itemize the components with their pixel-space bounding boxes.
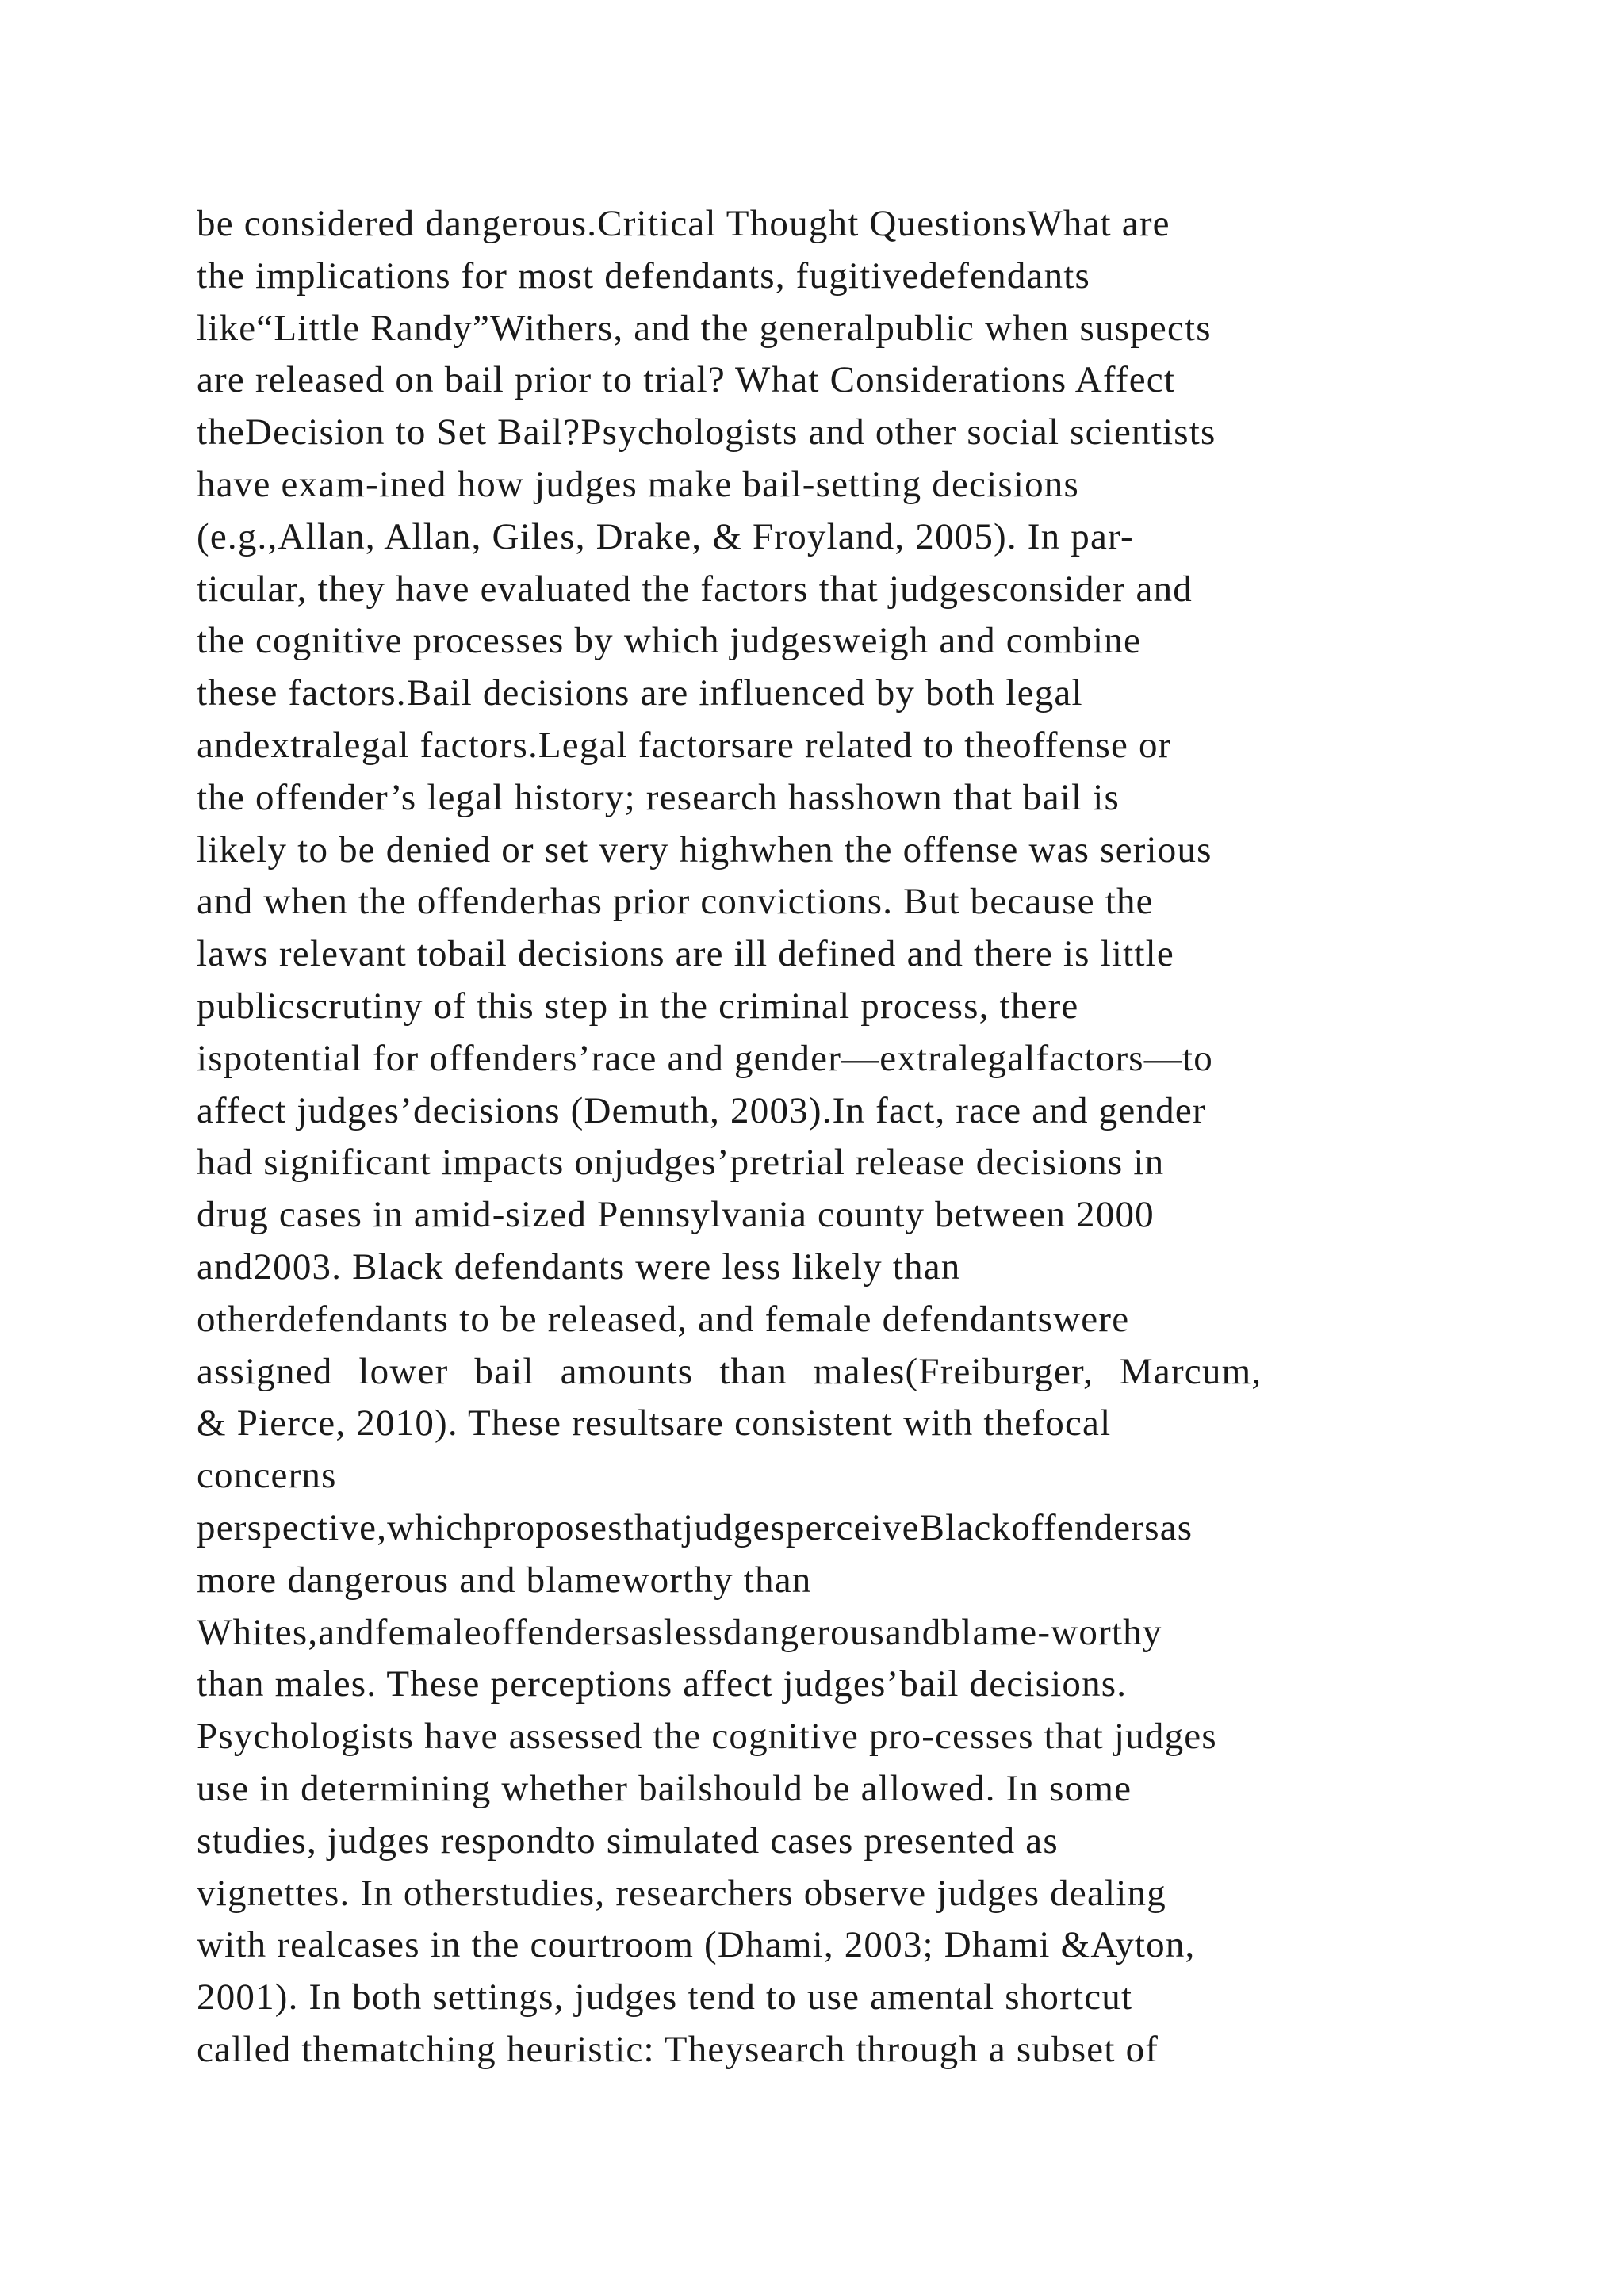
text-line: these factors.Bail decisions are influenced by both legal (197, 672, 1083, 714)
text-line: perspective,whichproposesthatjudgesperceiveBlackoffendersas (197, 1506, 1193, 1548)
text-line: the cognitive processes by which judgesweigh and combine (197, 620, 1142, 662)
text-line: Whites,andfemaleoffendersaslessdangerousandblame-worthy (197, 1611, 1162, 1653)
text-line: the offender’s legal history; research hasshown that bail is (197, 776, 1120, 818)
text-line: & Pierce, 2010). These resultsare consistent with thefocal (197, 1402, 1112, 1445)
text-line: 2001). In both settings, judges tend to use amental shortcut (197, 1976, 1133, 2019)
body-text (197, 198, 1481, 2076)
text-line: publicscrutiny of this step in the criminal process, there (197, 985, 1079, 1027)
text-line: with realcases in the courtroom (Dhami, 2003; Dhami &Ayton, (197, 1924, 1196, 1966)
text-line: likely to be denied or set very highwhen the offense was serious (197, 828, 1212, 871)
text-line: had significant impacts onjudges’pretrial release decisions in (197, 1142, 1165, 1184)
text-line: andextralegal factors.Legal factorsare related to theoffense or (197, 724, 1172, 766)
text-line: use in determining whether bailshould be allowed. In some (197, 1767, 1132, 1809)
text-line: be considered dangerous.Critical Thought QuestionsWhat are (197, 203, 1170, 244)
text-line: studies, judges respondto simulated cases presented as (197, 1820, 1059, 1862)
text-line: ispotential for offenders’race and gender—extralegalfactors—to (197, 1037, 1213, 1079)
text-line: Psychologists have assessed the cognitive pro-cesses that judges (197, 1716, 1217, 1758)
text-line: than males. These perceptions affect judges’bail decisions. (197, 1663, 1128, 1705)
text-line: drug cases in amid-sized Pennsylvania county between 2000 (197, 1194, 1155, 1236)
text-line: have exam-ined how judges make bail-setting decisions (197, 463, 1079, 505)
text-line: assigned lower bail amounts than males(Freiburger, Marcum, (197, 1350, 1262, 1392)
text-line: are released on bail prior to trial? What Considerations Affect (197, 359, 1176, 401)
text-line: the implications for most defendants, fugitivedefendants (197, 254, 1091, 297)
text-line: (e.g.,Allan, Allan, Giles, Drake, & Froyland, 2005). In par- (197, 515, 1134, 557)
text-line: like“Little Randy”Withers, and the generalpublic when suspects (197, 307, 1212, 349)
text-line: theDecision to Set Bail?Psychologists and other social scientists (197, 411, 1216, 453)
text-line: laws relevant tobail decisions are ill defined and there is little (197, 933, 1174, 975)
text-line: called thematching heuristic: Theysearch through a subset of (197, 2028, 1159, 2070)
text-line: and2003. Black defendants were less likely than (197, 1246, 961, 1288)
text-line: more dangerous and blameworthy than (197, 1559, 812, 1601)
text-line: otherdefendants to be released, and female defendantswere (197, 1298, 1130, 1340)
text-line: vignettes. In otherstudies, researchers observe judges dealing (197, 1872, 1166, 1914)
text-line: and when the offenderhas prior convictions. But because the (197, 881, 1154, 923)
text-line: affect judges’decisions (Demuth, 2003).In fact, race and gender (197, 1089, 1206, 1131)
text-line: concerns (197, 1455, 337, 1497)
text-line: ticular, they have evaluated the factors that judgesconsider and (197, 568, 1193, 610)
